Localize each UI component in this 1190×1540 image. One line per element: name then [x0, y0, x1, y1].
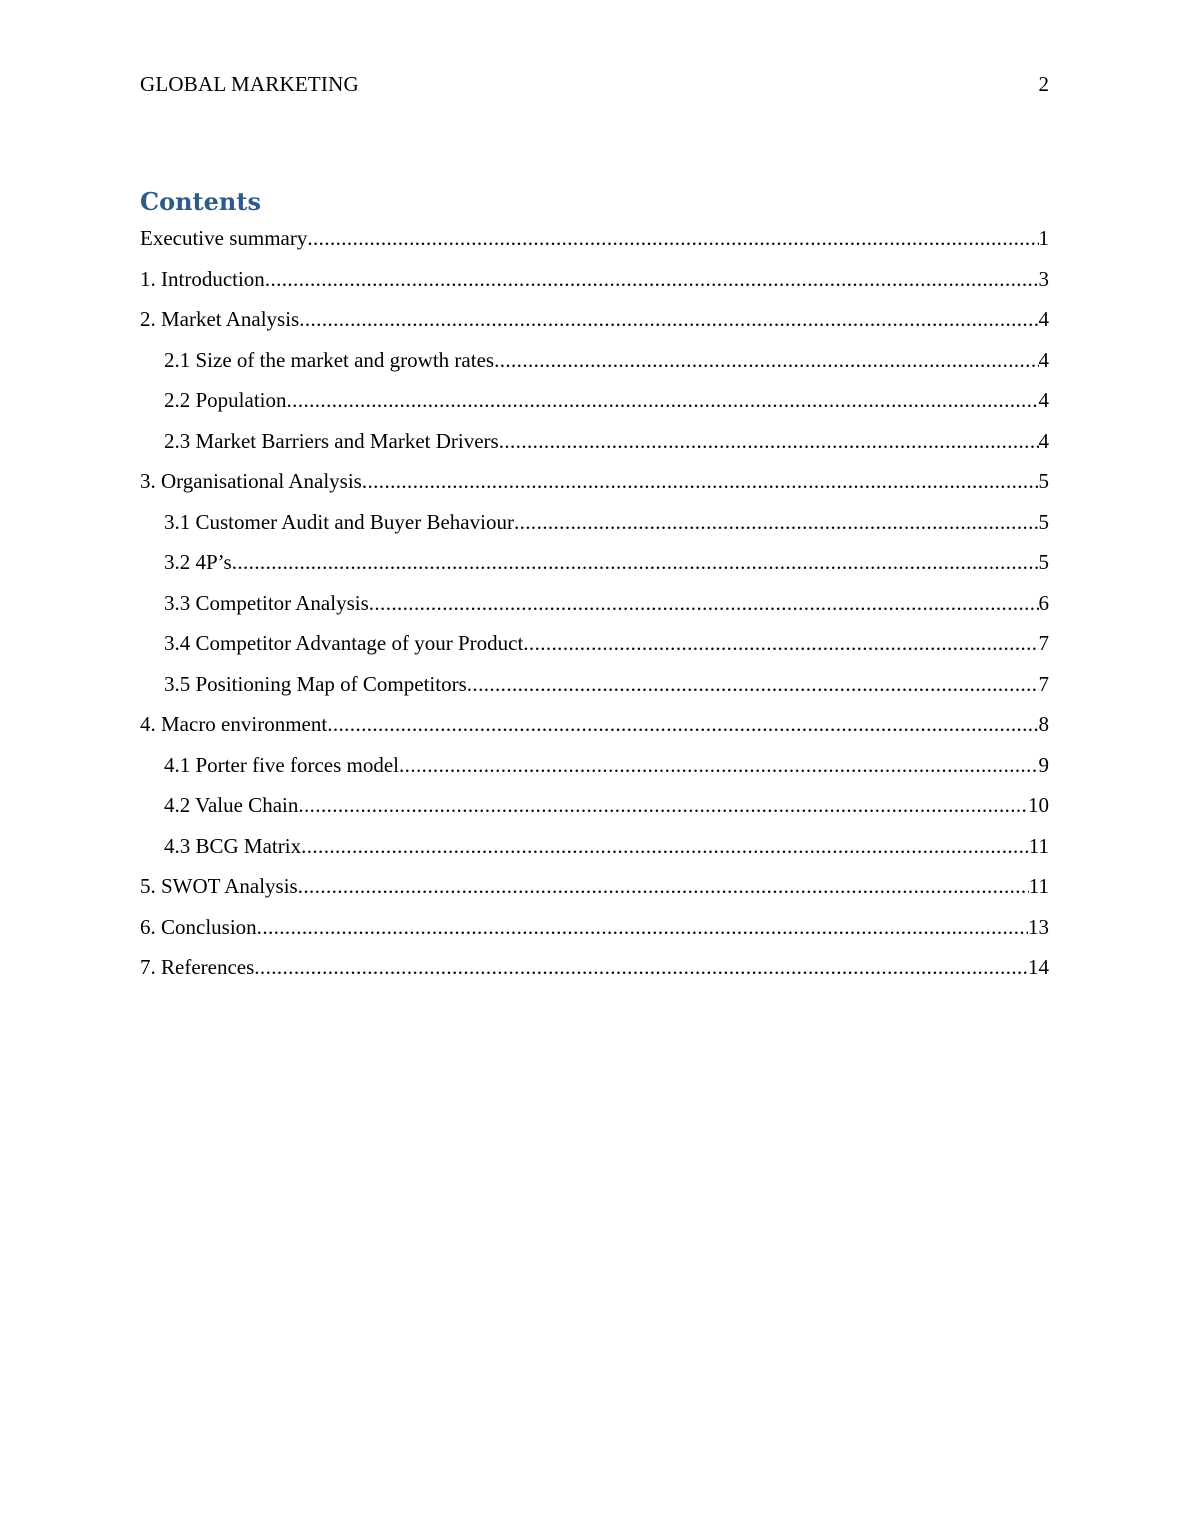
toc-dot-leader [299, 305, 1038, 333]
toc-entry-label: 6. Conclusion [140, 914, 257, 939]
toc-dot-leader [301, 832, 1029, 860]
page-number: 2 [1038, 72, 1049, 96]
toc-entry-label: 3.2 4P’s [164, 550, 232, 574]
toc-entry[interactable] [140, 265, 1049, 306]
toc-entry-page: 8 [1038, 712, 1049, 736]
toc-entry-page: 7 [1038, 631, 1049, 655]
toc-entry[interactable] [140, 508, 1049, 549]
toc-entry-page: 7 [1038, 671, 1049, 696]
toc-entry[interactable] [140, 427, 1049, 468]
toc-dot-leader [257, 913, 1028, 941]
toc-entry-label: 2. Market Analysis [140, 307, 300, 331]
toc-dot-leader [298, 872, 1029, 900]
toc-entry-label: 2.3 Market Barriers and Market Drivers [164, 428, 499, 453]
toc-entry[interactable] [140, 872, 1049, 913]
toc-entry-label: 3.5 Positioning Map of Competitors [164, 671, 467, 696]
toc-dot-leader [467, 670, 1039, 698]
toc-entry-page: 10 [1028, 793, 1049, 817]
toc-dot-leader [327, 710, 1038, 738]
toc-entry[interactable] [140, 670, 1049, 711]
toc-entry[interactable] [140, 305, 1049, 346]
toc-entry[interactable] [140, 346, 1049, 387]
toc-dot-leader [399, 751, 1038, 779]
toc-entry[interactable] [140, 710, 1049, 751]
toc-entry-page: 11 [1028, 833, 1049, 858]
toc-entry-label: 4. Macro environment [140, 712, 328, 736]
toc-entry-page: 14 [1028, 955, 1049, 979]
toc-entry-label: 4.2 Value Chain [164, 793, 299, 817]
toc-entry-page: 11 [1028, 874, 1049, 898]
toc-entry-label: 3.1 Customer Audit and Buyer Behaviour [164, 509, 514, 534]
toc-dot-leader [265, 265, 1039, 293]
toc-entry-page: 3 [1038, 266, 1049, 291]
toc-entry-page: 13 [1028, 914, 1049, 939]
toc-dot-leader [307, 224, 1038, 252]
table-of-contents [140, 224, 1049, 994]
toc-entry-page: 4 [1038, 388, 1049, 412]
page-header [140, 71, 1049, 97]
toc-entry-label: 1. Introduction [140, 266, 265, 291]
toc-entry[interactable] [140, 913, 1049, 954]
toc-entry-label: 5. SWOT Analysis [140, 874, 298, 898]
toc-entry[interactable] [140, 386, 1049, 427]
toc-entry-page: 4 [1038, 307, 1049, 331]
toc-dot-leader [499, 427, 1039, 455]
toc-entry[interactable] [140, 953, 1049, 994]
toc-dot-leader [287, 386, 1039, 414]
toc-entry[interactable] [140, 629, 1049, 670]
toc-entry[interactable] [140, 224, 1049, 265]
toc-dot-leader [362, 467, 1039, 495]
toc-entry-page: 5 [1038, 509, 1049, 534]
toc-heading: Contents [140, 187, 261, 216]
toc-entry[interactable] [140, 548, 1049, 589]
toc-dot-leader [514, 508, 1039, 536]
toc-entry-page: 5 [1038, 469, 1049, 493]
toc-dot-leader [232, 548, 1039, 576]
running-head-title: GLOBAL MARKETING [140, 72, 359, 96]
toc-entry[interactable] [140, 589, 1049, 630]
toc-entry-page: 4 [1038, 428, 1049, 453]
toc-entry[interactable] [140, 467, 1049, 508]
toc-dot-leader [298, 791, 1028, 819]
toc-entry-label: 4.1 Porter five forces model [164, 752, 400, 777]
toc-entry-page: 9 [1038, 752, 1049, 777]
toc-dot-leader [369, 589, 1039, 617]
toc-entry[interactable] [140, 751, 1049, 792]
toc-dot-leader [494, 346, 1038, 374]
toc-dot-leader [254, 953, 1028, 981]
toc-entry-label: 2.2 Population [164, 388, 287, 412]
toc-entry-label: 3.3 Competitor Analysis [164, 590, 369, 615]
toc-entry-page: 4 [1038, 347, 1049, 372]
toc-entry-label: 3. Organisational Analysis [140, 469, 362, 493]
toc-entry-label: 7. References [140, 955, 255, 979]
toc-entry-page: 1 [1038, 226, 1049, 250]
toc-entry-page: 5 [1038, 550, 1049, 574]
toc-entry[interactable] [140, 832, 1049, 873]
toc-entry-label: Executive summary [140, 226, 308, 250]
toc-entry-label: 2.1 Size of the market and growth rates [164, 347, 495, 372]
toc-entry-label: 3.4 Competitor Advantage of your Product [164, 631, 524, 655]
toc-entry-label: 4.3 BCG Matrix [164, 833, 302, 858]
toc-entry[interactable] [140, 791, 1049, 832]
toc-dot-leader [523, 629, 1038, 657]
toc-entry-page: 6 [1038, 590, 1049, 615]
